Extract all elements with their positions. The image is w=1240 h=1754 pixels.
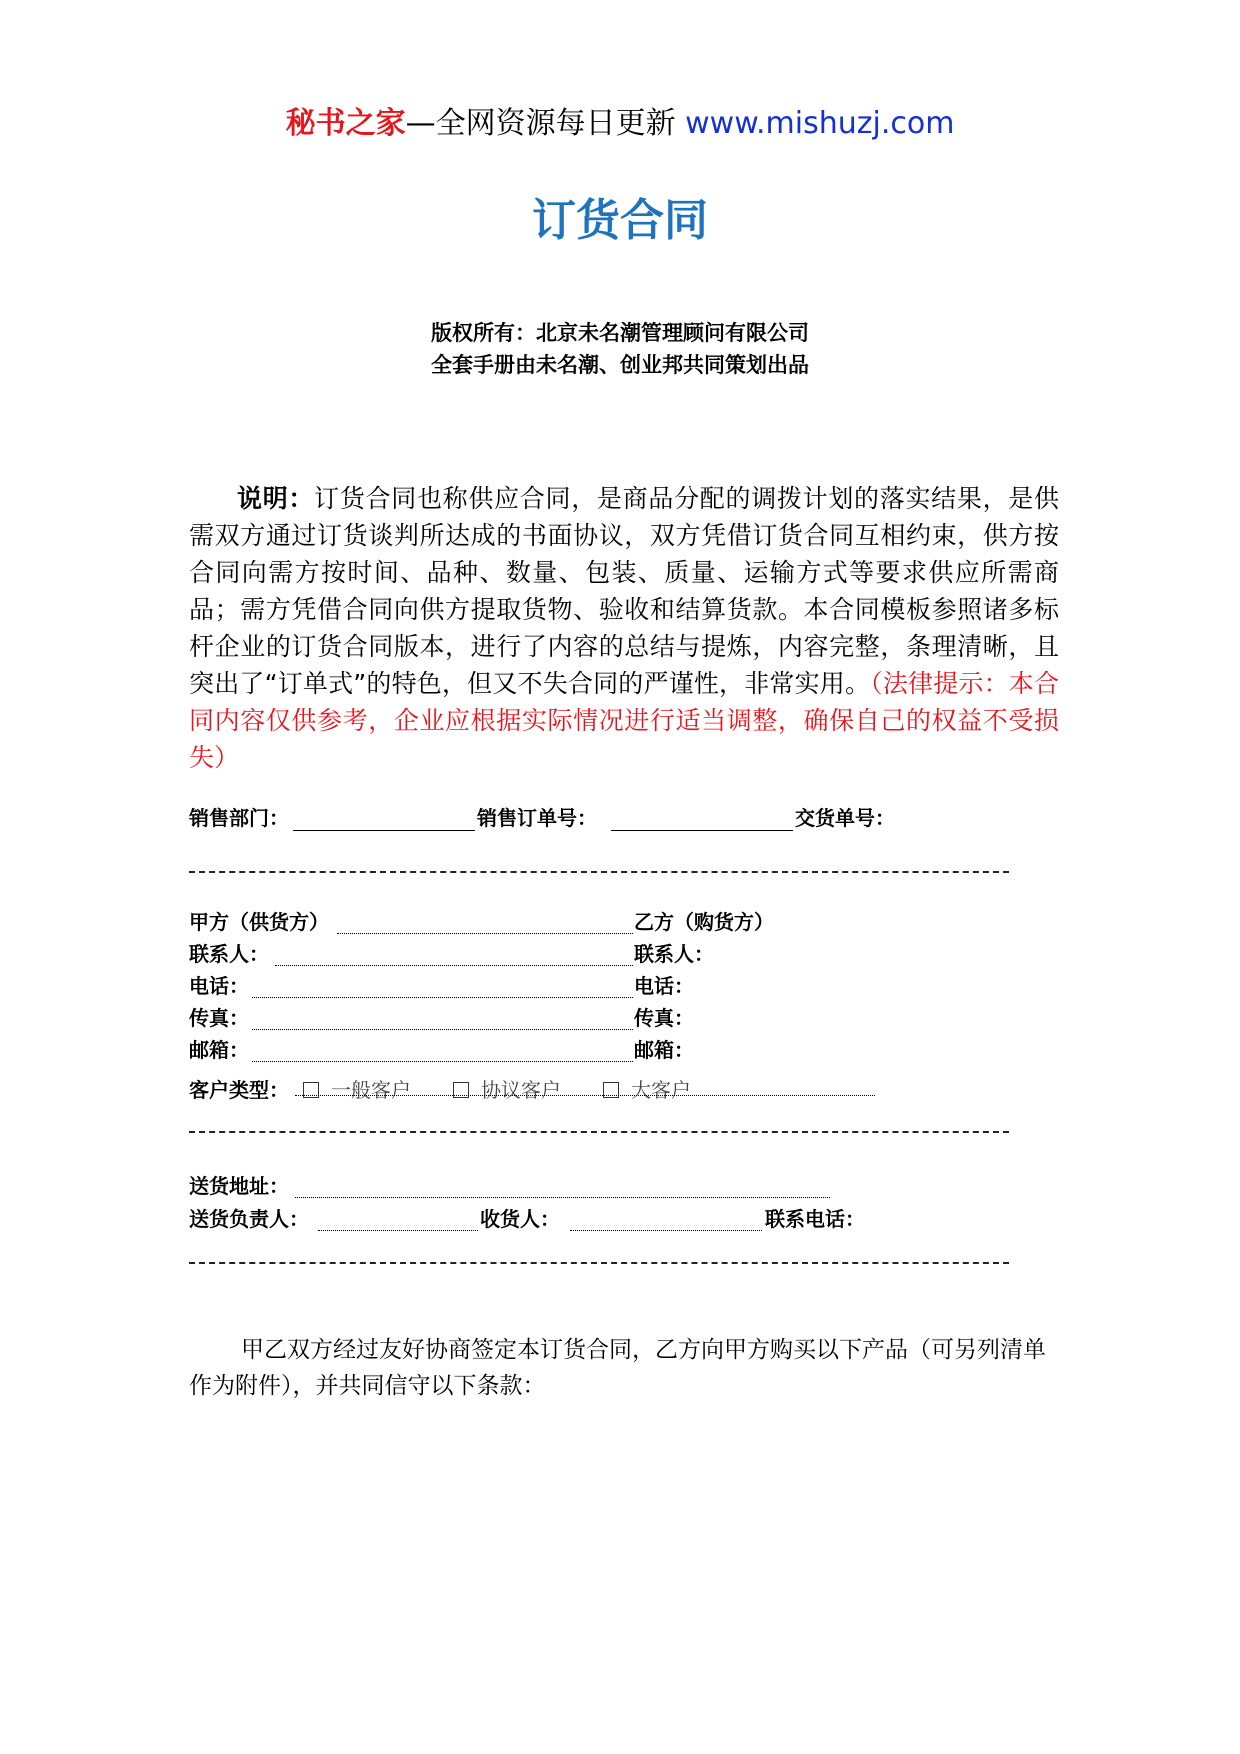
document-title: 订货合同 (532, 195, 708, 246)
receiver-label: 收货人： (480, 1207, 560, 1231)
party-a-contact-field[interactable] (275, 965, 633, 966)
copyright-line-1: 版权所有：北京未名潮管理顾问有限公司 (431, 321, 809, 345)
party-a-email-label: 邮箱： (189, 1038, 249, 1062)
site-tagline: —全网资源每日更新 (405, 106, 676, 141)
description-lead: 说明： (237, 484, 315, 513)
receiver-field[interactable] (570, 1230, 762, 1231)
delivery-responsible-field[interactable] (318, 1230, 478, 1231)
customer-type-row (189, 1076, 719, 1104)
customer-type-label: 客户类型： (189, 1078, 289, 1102)
party-b-title: 乙方（购货方） (634, 910, 774, 934)
party-b-contact-label: 联系人： (634, 942, 714, 966)
contact-phone-label: 联系电话： (765, 1207, 865, 1231)
site-brand: 秘书之家 (285, 106, 406, 141)
delivery-address-label: 送货地址： (189, 1174, 289, 1198)
description-body: 订货合同也称供应合同，是商品分配的调拨计划的落实结果，是供需双方通过订货谈判所达成的书面协议，双方凭借订货合同互相约束，供方按合同向需方按时间、品种、数量、包装、质量、运输方式等要求供应所需商品；需方凭借合同向供方提取货物、验收和结算货款。本合同模板参照诸多标杆企业的订货合同版本，进行了内容的总结与提炼，内容完整，条理清晰，且突出了“订单式”的特色，但又不失合同的严谨性，非常实用。 (189, 484, 1059, 698)
customer-type-option-key-account[interactable]: 大客户 (603, 1078, 691, 1102)
legal-note: （法律提示：本合同内容仅供参考，企业应根据实际情况进行适当调整，确保自己的权益不受损失） (189, 669, 1059, 772)
copyright-line-2: 全套手册由未名潮、创业邦共同策划出品 (431, 353, 809, 377)
party-a-name-field[interactable] (337, 933, 633, 934)
delivery-responsible-label: 送货负责人： (189, 1207, 309, 1231)
party-a-contact-label: 联系人： (189, 942, 269, 966)
party-a-title: 甲方（供货方） (189, 910, 329, 934)
party-a-fax-label: 传真： (189, 1006, 249, 1030)
delivery-no-label: 交货单号： (795, 806, 895, 830)
party-a-phone-field[interactable] (252, 997, 633, 998)
site-url-link[interactable]: www.mishuzj.com (685, 106, 955, 141)
customer-type-option-general[interactable]: 一般客户 (303, 1078, 411, 1102)
party-a-email-field[interactable] (252, 1061, 633, 1062)
party-b-phone-label: 电话： (634, 974, 694, 998)
delivery-address-field[interactable] (295, 1197, 830, 1198)
party-a-fax-field[interactable] (252, 1029, 633, 1030)
intro-paragraph: 甲乙双方经过友好协商签定本订货合同，乙方向甲方购买以下产品（可另列清单作为附件），并共同信守以下条款： (189, 1337, 1046, 1399)
section-divider (189, 1262, 1009, 1264)
sales-order-no-label: 销售订单号： (477, 806, 597, 830)
section-divider (189, 1131, 1009, 1133)
sales-dept-field[interactable] (293, 830, 475, 831)
site-header (0, 104, 1240, 144)
party-b-email-label: 邮箱： (634, 1038, 694, 1062)
customer-type-underline (295, 1095, 875, 1096)
copyright-block (0, 317, 1240, 381)
sales-order-no-field[interactable] (611, 830, 793, 831)
description-paragraph (189, 480, 1059, 776)
section-divider (189, 871, 1009, 873)
sales-dept-label: 销售部门： (189, 806, 289, 830)
customer-type-option-agreement[interactable]: 协议客户 (453, 1078, 561, 1102)
party-a-phone-label: 电话： (189, 974, 249, 998)
party-b-fax-label: 传真： (634, 1006, 694, 1030)
